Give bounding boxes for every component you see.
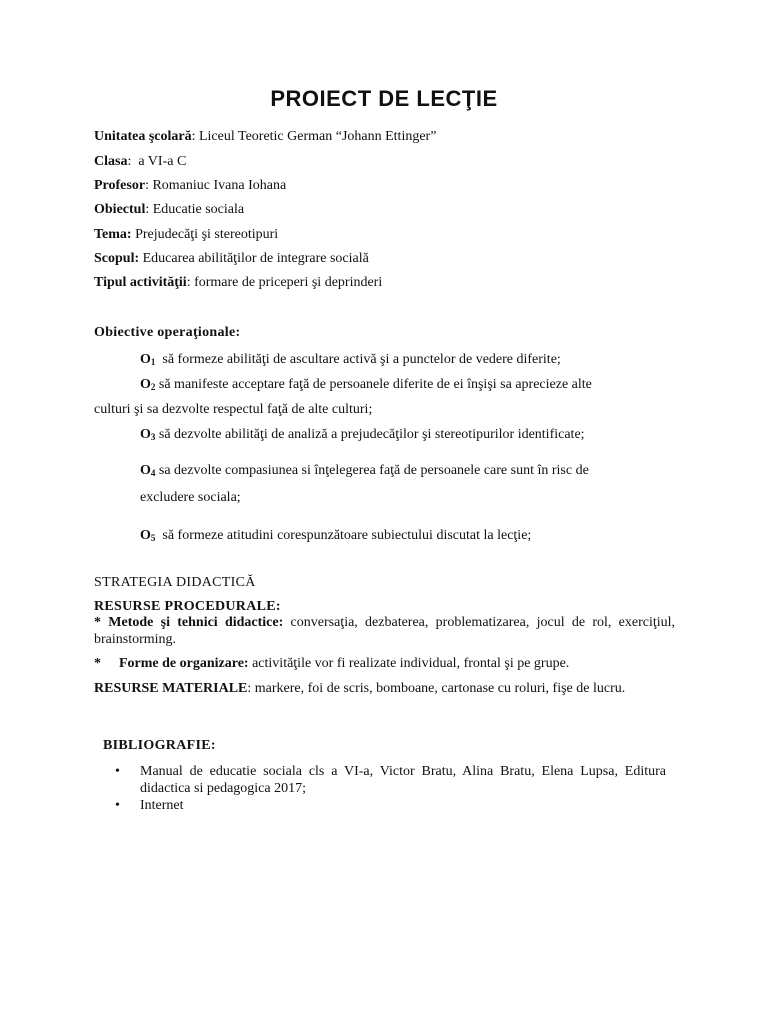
info-clasa: Clasa: a VI-a C: [94, 154, 187, 169]
strategy-heading: STRATEGIA DIDACTICĂ: [94, 575, 256, 590]
objective-o2: $O_2$ să manifeste acceptare faţă de persoanele diferite de ei înşişi sa aprecieze alte: [140, 377, 592, 392]
info-value: Prejudecăţi şi stereotipuri: [135, 227, 279, 242]
page-title: PROIECT DE LECŢIE: [270, 86, 498, 111]
bullet-dot-icon: •: [115, 798, 120, 813]
info-value: Romaniuc Ivana Iohana: [152, 178, 287, 193]
info-unitatea: Unitatea şcolară: Liceul Teoretic German “Johann Ettinger”: [94, 129, 437, 144]
info-tema: [94, 226, 278, 243]
objective-o1: $O_1$ să formeze abilităţi de ascultare activă şi a punctelor de vedere diferite;: [140, 352, 561, 367]
methods-paragraph: * Metode şi tehnici didactice: conversaţia, dezbaterea, problematizarea, jocul de rol, exerciţiul, brainstorming.: [94, 615, 676, 647]
bibliography-item: Internet: [140, 798, 184, 813]
objective-o2-cont: culturi şi sa dezvolte respectul faţă de alte culturi;: [94, 402, 373, 417]
info-scopul: [94, 250, 369, 267]
info-value: Educarea abilităţilor de integrare socială: [142, 251, 369, 266]
info-label: Tema:: [94, 227, 132, 242]
bullet-dot-icon: •: [115, 764, 120, 779]
materials-paragraph: RESURSE MATERIALE: markere, foi de scris, bomboane, cartonase cu roluri, fişe de lucru.: [94, 681, 626, 696]
forms-paragraph: * Forme de organizare: activităţile vor fi realizate individual, frontal şi pe grupe.: [94, 656, 570, 671]
info-label: Clasa: [94, 154, 128, 169]
info-profesor: Profesor: Romaniuc Ivana Iohana: [94, 178, 287, 193]
info-label: Unitatea şcolară: [94, 129, 192, 144]
bibliography-item: Manual de educatie sociala cls a VI-a, Victor Bratu, Alina Bratu, Elena Lupsa, Editura didactica si pedagogica 2017;: [140, 764, 666, 796]
info-label: Obiectul: [94, 202, 146, 217]
objective-o4-cont: excludere sociala;: [140, 490, 241, 505]
bibliography-heading: BIBLIOGRAFIE:: [103, 738, 216, 753]
objective-o4: $O_4$ sa dezvolte compasiunea si înţelegerea faţă de persoanele care sunt în risc de: [140, 463, 589, 478]
info-label: Profesor: [94, 178, 146, 193]
info-obiectul: Obiectul: Educatie sociala: [94, 202, 245, 217]
info-label: Tipul activităţii: [94, 275, 187, 290]
info-tipul: Tipul activităţii: formare de priceperi şi deprinderi: [94, 275, 383, 290]
info-value: Liceul Teoretic German “Johann Ettinger”: [198, 129, 437, 144]
objective-o5: $O_5$ să formeze atitudini corespunzătoare subiectului discutat la lecţie;: [140, 528, 532, 543]
info-value: a VI-a C: [138, 154, 187, 169]
objective-o3: $O_3$ să dezvolte abilităţi de analiză a prejudecăţilor şi stereotipurilor identificate;: [140, 427, 585, 442]
procedural-heading: RESURSE PROCEDURALE:: [94, 599, 281, 614]
info-value: Educatie sociala: [152, 202, 245, 217]
info-label: Scopul:: [94, 251, 140, 266]
info-value: formare de priceperi şi deprinderi: [194, 275, 383, 290]
objectives-heading: Obiective operaţionale:: [94, 325, 241, 340]
